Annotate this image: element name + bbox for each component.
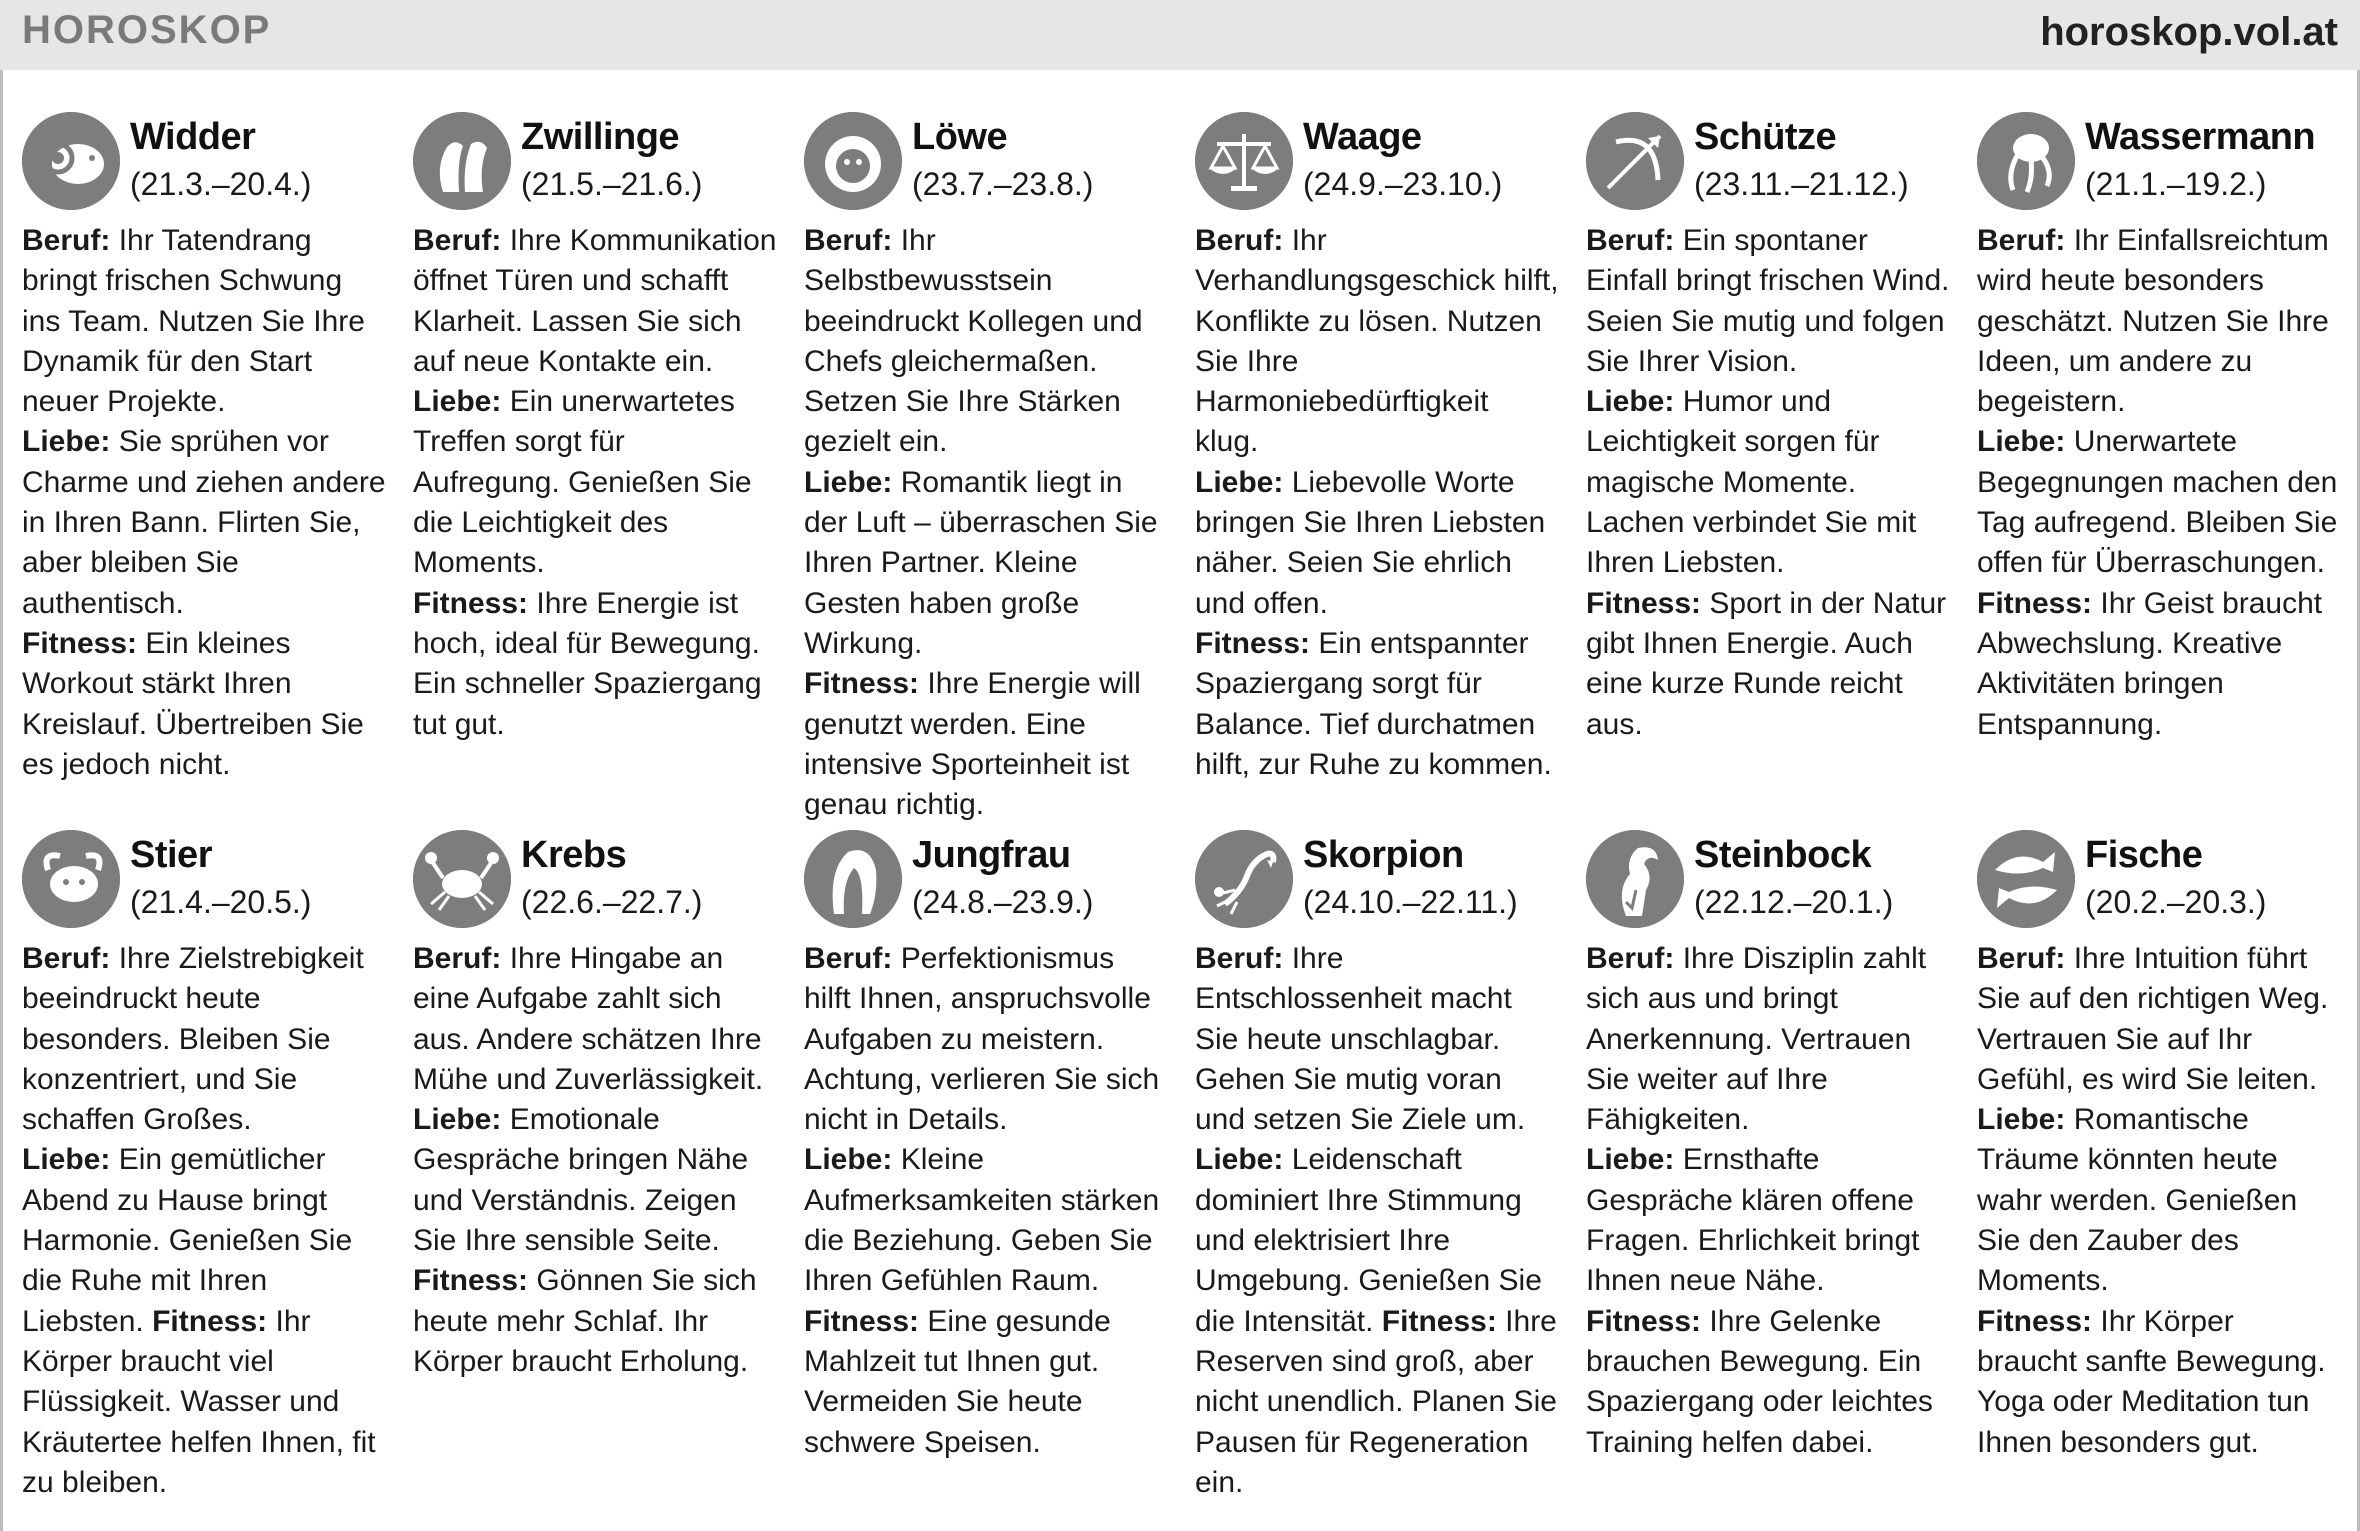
sign-text: Beruf: Ihr Selbstbewusstsein beeindruckt Kollegen und Chefs gleichermaßen. Setzen Sie Ihre Stärken gezielt ein. Liebe: Romantik liegt in der Luft – überraschen Sie Ihren Partner. Kleine Gesten haben große Wirkung. Fitness: Ihre Energie will genutzt werden. Eine intensive Sporteinheit ist genau richtig. bbox=[804, 224, 1158, 822]
sign-dates: (24.10.–22.11.) bbox=[1303, 884, 1518, 920]
sign-dates: (20.2.–20.3.) bbox=[2085, 884, 2267, 920]
site-url[interactable]: horoskop.vol.at bbox=[2040, 10, 2338, 54]
sign-jungfrau bbox=[804, 830, 1169, 1463]
ram-icon bbox=[22, 112, 120, 210]
sign-text: Beruf: Ihr Einfallsreichtum wird heute besonders geschätzt. Nutzen Sie Ihre Ideen, um andere zu begeistern. Liebe: Unerwartete Begegnungen machen den Tag aufregend. Bleiben Sie offen für Überraschungen. Fitness: Ihr Geist braucht Abwechslung. Kreative Aktivitäten bringen Entspannung. bbox=[1977, 224, 2338, 741]
sign-loewe bbox=[804, 112, 1169, 825]
scorpion-icon bbox=[1195, 830, 1293, 928]
sign-name: Skorpion bbox=[1303, 834, 1464, 876]
header-bar bbox=[0, 0, 2360, 70]
sign-fische bbox=[1977, 830, 2342, 1463]
sign-name: Stier bbox=[130, 834, 212, 876]
page-title: HOROSKOP bbox=[22, 8, 272, 52]
sign-krebs bbox=[413, 830, 778, 1382]
sign-dates: (23.7.–23.8.) bbox=[912, 166, 1094, 202]
frame-left bbox=[0, 70, 3, 1531]
sign-dates: (21.4.–20.5.) bbox=[130, 884, 312, 920]
archer-icon bbox=[1586, 112, 1684, 210]
sign-name: Fische bbox=[2085, 834, 2203, 876]
fish-icon bbox=[1977, 830, 2075, 928]
sign-name: Zwillinge bbox=[521, 116, 680, 158]
sign-name: Wassermann bbox=[2085, 116, 2316, 158]
sign-dates: (22.6.–22.7.) bbox=[521, 884, 703, 920]
sign-text: Beruf: Ihre Kommunikation öffnet Türen und schafft Klarheit. Lassen Sie sich auf neue Kontakte ein. Liebe: Ein unerwartetes Treffen sorgt für Aufregung. Genießen Sie die Leichtigkeit des Moments. Fitness: Ihre Energie ist hoch, ideal für Bewegung. Ein schneller Spaziergang tut gut. bbox=[413, 224, 777, 741]
sign-name: Widder bbox=[130, 116, 256, 158]
sign-steinbock bbox=[1586, 830, 1951, 1463]
water-bearer-icon bbox=[1977, 112, 2075, 210]
sign-waage bbox=[1195, 112, 1560, 785]
sign-dates: (21.1.–19.2.) bbox=[2085, 166, 2267, 202]
sign-dates: (24.8.–23.9.) bbox=[912, 884, 1094, 920]
sign-text: Beruf: Ihre Hingabe an eine Aufgabe zahlt sich aus. Andere schätzen Ihre Mühe und Zuverlässigkeit. Liebe: Emotionale Gespräche bringen Nähe und Verständnis. Zeigen Sie Ihre sensible Seite. Fitness: Gönnen Sie sich heute mehr Schlaf. Ihr Körper braucht Erholung. bbox=[413, 942, 764, 1378]
sign-schuetze bbox=[1586, 112, 1951, 745]
sign-dates: (24.9.–23.10.) bbox=[1303, 166, 1503, 202]
sign-text: Beruf: Perfektionismus hilft Ihnen, anspruchsvolle Aufgaben zu meistern. Achtung, verlieren Sie sich nicht in Details. Liebe: Kleine Aufmerksamkeiten stärken die Beziehung. Geben Sie Ihren Gefühlen Raum. Fitness: Eine gesunde Mahlzeit tut Ihnen gut. Vermeiden Sie heute schwere Speisen. bbox=[804, 942, 1160, 1459]
sign-widder bbox=[22, 112, 387, 785]
sign-zwillinge bbox=[413, 112, 778, 745]
sign-name: Löwe bbox=[912, 116, 1008, 158]
sign-text: Beruf: Ihre Disziplin zahlt sich aus und bringt Anerkennung. Vertrauen Sie weiter auf Ihre Fähigkeiten. Liebe: Ernsthafte Gespräche klären offene Fragen. Ehrlichkeit bringt Ihnen neue Nähe. Fitness: Ihre Gelenke brauchen Bewegung. Ein Spaziergang oder leichtes Training helfen dabei. bbox=[1586, 942, 1933, 1459]
sign-name: Steinbock bbox=[1694, 834, 1872, 876]
bull-icon bbox=[22, 830, 120, 928]
lion-icon bbox=[804, 112, 902, 210]
sign-text: Beruf: Ihr Verhandlungsgeschick hilft, Konflikte zu lösen. Nutzen Sie Ihre Harmoniebedürftigkeit klug. Liebe: Liebevolle Worte bringen Sie Ihren Liebsten näher. Seien Sie ehrlich und offen. Fitness: Ein entspannter Spaziergang sorgt für Balance. Tief durchatmen hilft, zur Ruhe zu kommen. bbox=[1195, 224, 1559, 781]
sign-dates: (21.3.–20.4.) bbox=[130, 166, 312, 202]
twins-icon bbox=[413, 112, 511, 210]
sign-name: Schütze bbox=[1694, 116, 1837, 158]
sign-dates: (22.12.–20.1.) bbox=[1694, 884, 1894, 920]
sign-text: Beruf: Ihre Intuition führt Sie auf den richtigen Weg. Vertrauen Sie auf Ihr Gefühl, es wird Sie leiten. Liebe: Romantische Träume könnten heute wahr werden. Genießen Sie den Zauber des Moments. Fitness: Ihr Körper braucht sanfte Bewegung. Yoga oder Meditation tun Ihnen besonders gut. bbox=[1977, 942, 2329, 1459]
crab-icon bbox=[413, 830, 511, 928]
sign-skorpion bbox=[1195, 830, 1560, 1503]
sign-name: Jungfrau bbox=[912, 834, 1071, 876]
goat-icon bbox=[1586, 830, 1684, 928]
sign-dates: (21.5.–21.6.) bbox=[521, 166, 703, 202]
sign-text: Beruf: Ihr Tatendrang bringt frischen Schwung ins Team. Nutzen Sie Ihre Dynamik für den Start neuer Projekte. Liebe: Sie sprühen vor Charme und ziehen andere in Ihren Bann. Flirten Sie, aber bleiben Sie authentisch. Fitness: Ein kleines Workout stärkt Ihren Kreislauf. Übertreiben Sie es jedoch nicht. bbox=[22, 224, 386, 781]
sign-stier bbox=[22, 830, 387, 1503]
sign-wassermann bbox=[1977, 112, 2342, 745]
sign-text: Beruf: Ihre Entschlossenheit macht Sie heute unschlagbar. Gehen Sie mutig voran und setzen Sie Ziele um. Liebe: Leidenschaft dominiert Ihre Stimmung und elektrisiert Ihre Umgebung. Genießen Sie die Intensität. Fitness: Ihre Reserven sind groß, aber nicht unendlich. Planen Sie Pausen für Regeneration ein. bbox=[1195, 942, 1557, 1499]
sign-name: Krebs bbox=[521, 834, 627, 876]
virgin-icon bbox=[804, 830, 902, 928]
sign-text: Beruf: Ein spontaner Einfall bringt frischen Wind. Seien Sie mutig und folgen Sie Ihrer Vision. Liebe: Humor und Leichtigkeit sorgen für magische Momente. Lachen verbindet Sie mit Ihren Liebsten. Fitness: Sport in der Natur gibt Ihnen Energie. Auch eine kurze Runde reicht aus. bbox=[1586, 224, 1950, 741]
sign-name: Waage bbox=[1303, 116, 1422, 158]
sign-text: Beruf: Ihre Zielstrebigkeit beeindruckt heute besonders. Bleiben Sie konzentriert, und Sie schaffen Großes. Liebe: Ein gemütlicher Abend zu Hause bringt Harmonie. Genießen Sie die Ruhe mit Ihren Liebsten. Fitness: Ihr Körper braucht viel Flüssigkeit. Wasser und Kräutertee helfen Ihnen, fit zu bleiben. bbox=[22, 942, 376, 1499]
sign-dates: (23.11.–21.12.) bbox=[1694, 166, 1909, 202]
scales-icon bbox=[1195, 112, 1293, 210]
